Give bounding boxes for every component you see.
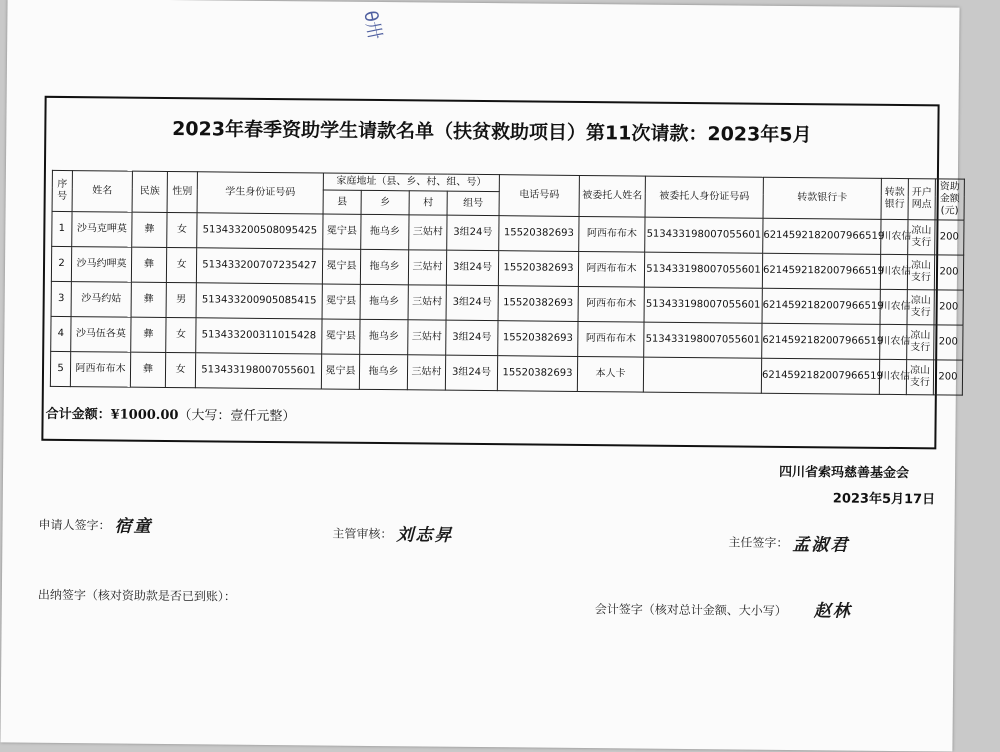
cell-name: 沙马约姑 [71,282,131,318]
cell-phone: 15520382693 [497,356,577,392]
total-amount: ¥1000.00 [110,407,179,424]
cell-township: 拖乌乡 [360,284,408,319]
header-amount: 资助金额(元) [935,179,964,220]
cell-bank-card: 6214592182007966519 [762,288,880,324]
cell-bank: 川农信 [881,219,908,254]
cell-gender: 女 [167,212,197,247]
cell-student-id: 513433200707235427 [196,248,322,284]
cell-township: 拖乌乡 [360,319,408,354]
applicant-signature-label: 申请人签字： [38,517,111,533]
roster-frame [41,96,960,450]
cell-trustee-id: 513433198007055601 [644,252,762,288]
cell-branch: 凉山支行 [906,360,933,395]
margin-handwritten-mark: θ卅 [359,8,386,42]
cell-phone: 15520382693 [498,251,578,287]
cell-name: 沙马伍各莫 [71,317,131,353]
header-trustee: 被委托人姓名 [579,175,645,217]
cell-seq: 5 [50,351,70,386]
cell-amount: 200 [934,290,963,325]
cell-name: 沙马克呷莫 [72,212,132,248]
cell-gender: 女 [166,317,196,352]
director-signature-label: 主任签字： [728,535,789,550]
cell-amount: 200 [933,360,962,395]
cell-amount: 200 [934,255,963,290]
cell-ethnic: 彝 [131,247,166,282]
cell-township: 拖乌乡 [360,249,408,284]
cashier-signature-label: 出纳签字（核对资助款是否已到账）： [37,587,236,604]
cell-group: 3组24号 [446,320,498,355]
cell-group: 3组24号 [447,215,499,250]
cell-bank-card: 6214592182007966519 [762,323,880,359]
cell-ethnic: 彝 [131,282,166,317]
header-name: 姓名 [72,171,132,213]
cell-trustee: 本人卡 [577,356,643,392]
cell-county: 冕宁县 [322,249,360,284]
cell-village: 三姑村 [408,250,446,285]
document-date: 2023年5月17日 [832,491,936,508]
total-amount-uppercase: （大写：壹仟元整） [178,408,296,425]
cell-ethnic: 彝 [132,212,167,247]
cell-student-id: 513433200905085415 [196,283,322,319]
cell-trustee-id: 513433198007055601 [644,287,762,323]
header-bank-card: 转款银行卡 [763,177,881,219]
accountant-signature: 赵林 [813,601,852,622]
header-group: 组号 [447,191,499,215]
document-title: 2023年春季资助学生请款名单（扶贫救助项目）第11次请款：2023年5月 [172,118,812,147]
cell-trustee-id [643,357,761,393]
table-row [50,351,962,395]
cell-branch: 凉山支行 [907,325,934,360]
cell-phone: 15520382693 [498,321,578,357]
cell-group: 3组24号 [445,355,497,390]
header-student-id: 学生身份证号码 [197,172,323,214]
cell-seq: 4 [51,316,71,351]
organization-name: 四川省索玛慈善基金会 [779,464,910,482]
cell-bank: 川农信 [880,289,907,324]
cell-village: 三姑村 [407,355,445,390]
cell-gender: 女 [165,352,195,387]
cell-amount: 200 [935,220,964,255]
cell-phone: 15520382693 [498,286,578,322]
cell-name: 阿西布布木 [70,352,130,388]
header-township: 乡 [361,190,409,214]
cell-bank: 川农信 [880,254,907,289]
cell-ethnic: 彝 [131,317,166,352]
cell-branch: 凉山支行 [907,255,934,290]
applicant-signature: 宿童 [114,516,153,537]
cell-seq: 3 [51,281,71,316]
cell-phone: 15520382693 [499,216,579,252]
cell-trustee-id: 513433198007055601 [644,322,762,358]
cell-county: 冕宁县 [321,354,359,389]
header-gender: 性别 [167,171,197,212]
cell-trustee: 阿西布布木 [578,251,644,287]
student-roster-table [50,170,965,396]
cell-student-id: 513433198007055601 [195,353,321,389]
cell-gender: 男 [166,282,196,317]
cell-trustee: 阿西布布木 [578,321,644,357]
cell-village: 三姑村 [408,285,446,320]
cell-village: 三姑村 [409,215,447,250]
cell-group: 3组24号 [446,285,498,320]
total-label: 合计金额： [45,406,111,423]
cell-county: 冕宁县 [322,284,360,319]
accountant-signature-label: 会计签字（核对总计金额、大小写） [594,602,787,618]
header-bank: 转款银行 [881,178,908,219]
cell-county: 冕宁县 [323,214,361,249]
cell-group: 3组24号 [446,250,498,285]
cell-bank-card: 6214592182007966519 [763,218,881,254]
cell-ethnic: 彝 [130,352,165,387]
header-seq: 序号 [52,170,72,211]
cell-bank: 川农信 [880,324,907,359]
cell-trustee: 阿西布布木 [579,216,645,252]
header-trustee-id: 被委托人身份证号码 [645,176,763,218]
header-phone: 电话号码 [499,175,579,217]
cell-township: 拖乌乡 [359,354,407,389]
supervisor-signature: 刘志昇 [396,525,454,546]
director-signature: 孟淑君 [792,535,850,556]
cell-student-id: 513433200311015428 [196,318,322,354]
cell-student-id: 513433200508095425 [197,213,323,249]
cell-seq: 1 [52,211,72,246]
cell-village: 三姑村 [408,320,446,355]
header-branch: 开户网点 [908,179,935,220]
total-amount-line [46,403,296,424]
cell-name: 沙马约呷莫 [71,247,131,283]
cell-branch: 凉山支行 [907,290,934,325]
header-village: 村 [409,191,447,215]
supervisor-review-label: 主管审核： [332,526,393,542]
header-ethnic: 民族 [132,171,167,212]
header-county: 县 [323,190,361,214]
header-address: 家庭地址（县、乡、村、组、号） [323,173,499,192]
cell-trustee: 阿西布布木 [578,286,644,322]
cell-bank-card: 6214592182007966519 [762,253,880,289]
cell-seq: 2 [51,246,71,281]
cell-gender: 女 [166,247,196,282]
cell-county: 冕宁县 [322,319,360,354]
cell-branch: 凉山支行 [908,220,935,255]
cell-trustee-id: 513433198007055601 [645,217,763,253]
cell-township: 拖乌乡 [361,214,409,249]
cell-bank-card: 6214592182007966519 [761,358,879,394]
cell-bank: 川农信 [879,359,906,394]
cell-amount: 200 [934,325,963,360]
